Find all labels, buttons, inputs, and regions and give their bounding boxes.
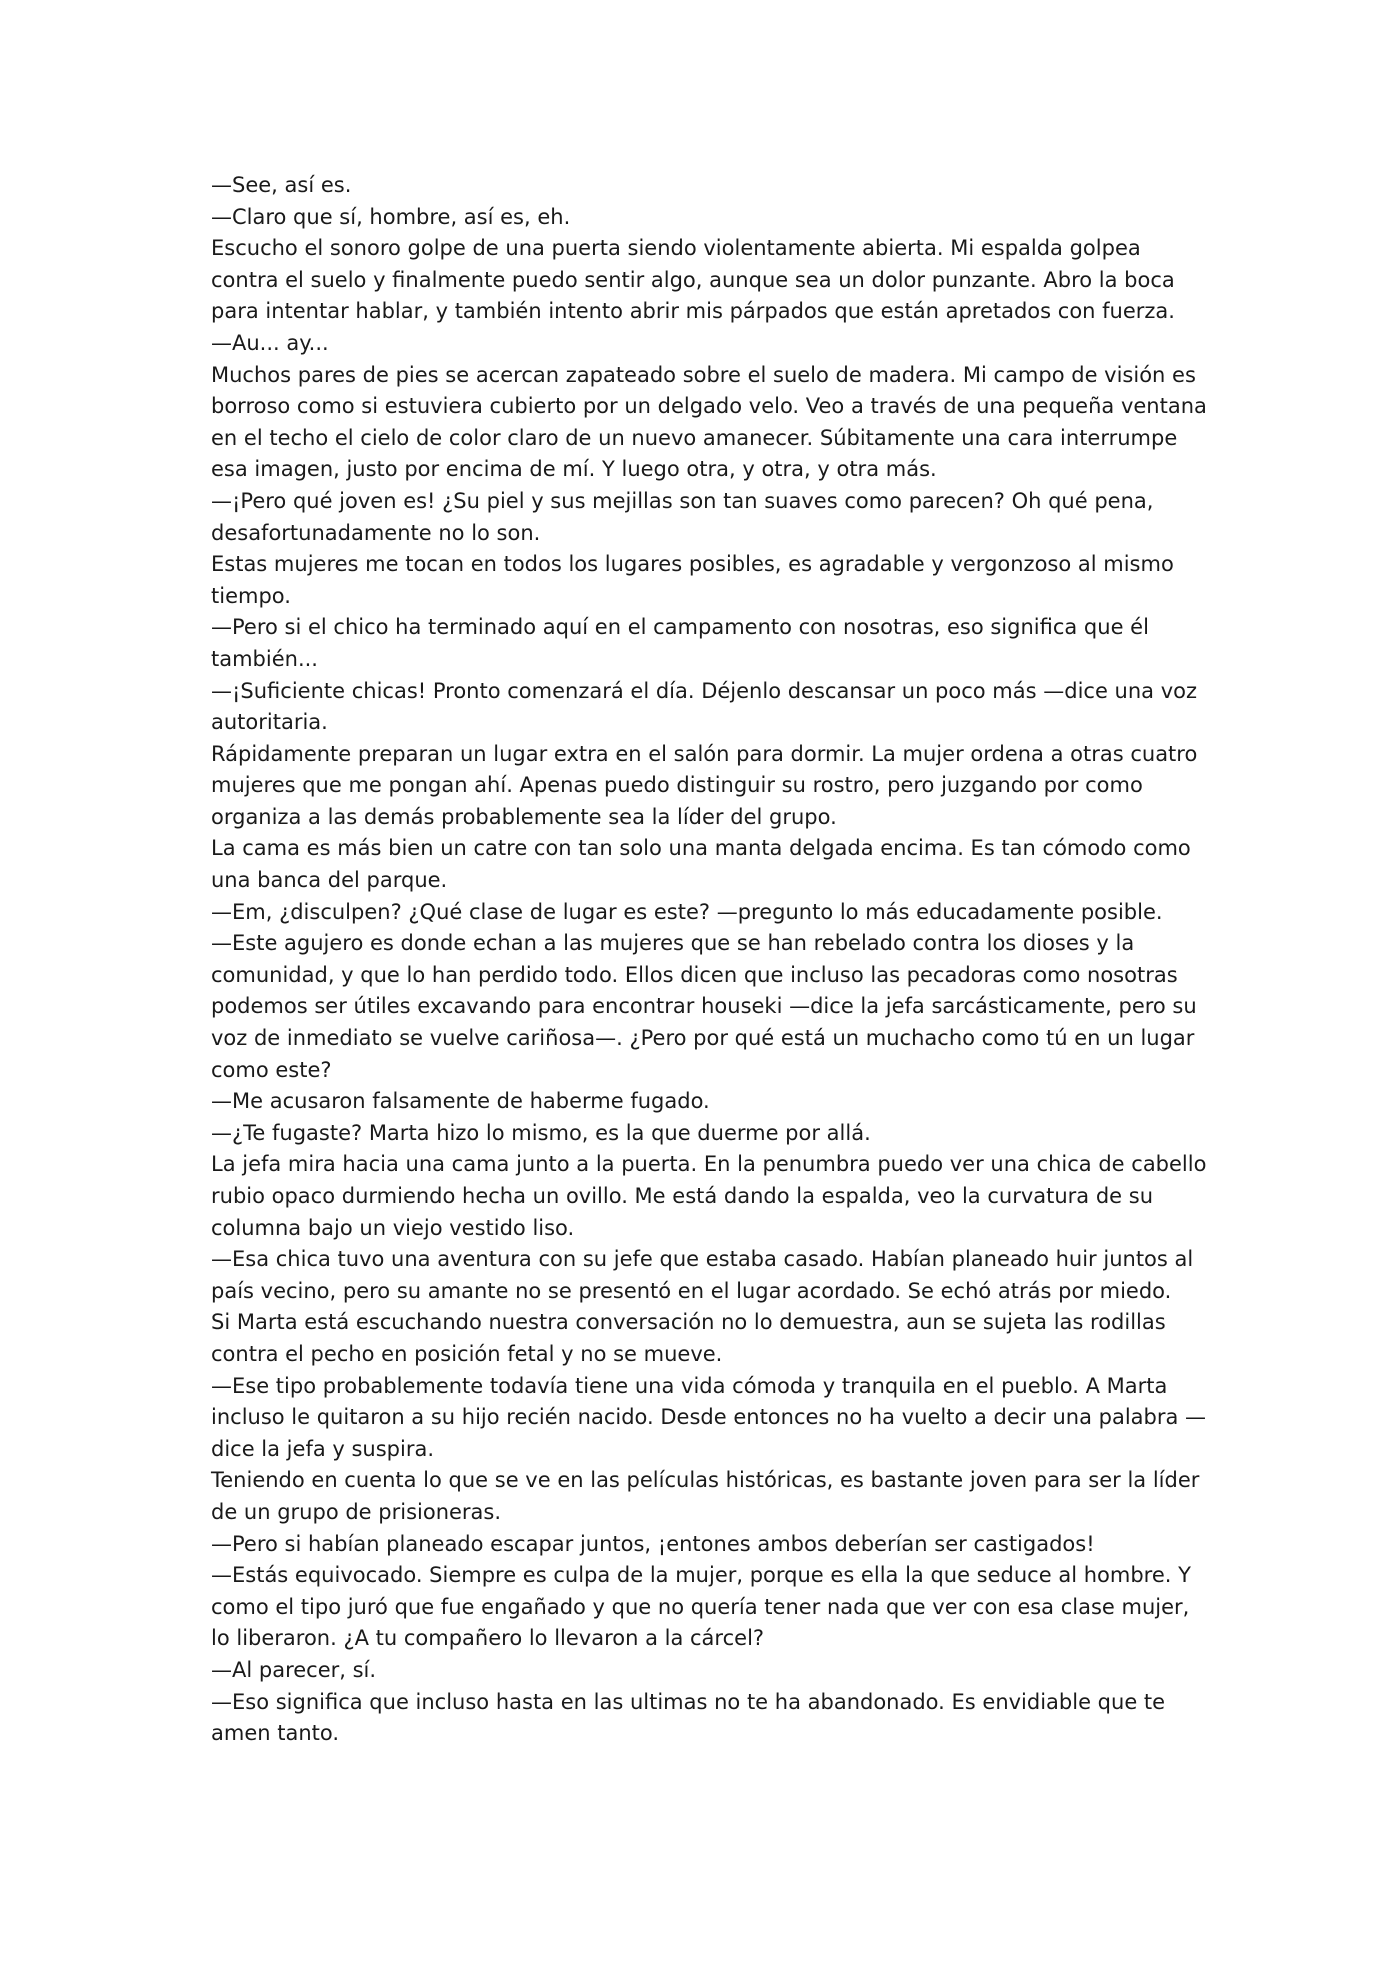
paragraph: Muchos pares de pies se acercan zapateado sobre el suelo de madera. Mi campo de visión es borroso como si estuviera cubierto por un delgado velo. Veo a través de una pequeña ventana en el techo el cielo de color claro de un nuevo amanecer. Súbitamente una cara interrumpe esa imagen, justo por encima de mí. Y luego otra, y otra, y otra más.	[211, 362, 1207, 482]
paragraph: Teniendo en cuenta lo que se ve en las películas históricas, es bastante joven para ser la líder de un grupo de prisioneras.	[211, 1468, 1200, 1524]
paragraph: —¡Suficiente chicas! Pronto comenzará el día. Déjenlo descansar un poco más —dice una voz autoritaria.	[211, 678, 1198, 735]
paragraph: —¿Te fugaste? Marta hizo lo mismo, es la que duerme por allá.	[211, 1120, 871, 1145]
paragraph: —Eso significa que incluso hasta en las ultimas no te ha abandonado. Es envidiable que te amen tanto.	[211, 1689, 1166, 1746]
paragraph: —Pero si el chico ha terminado aquí en el campamento con nosotras, eso significa que él también...	[211, 615, 1149, 671]
paragraph: —¡Pero qué joven es! ¿Su piel y sus mejillas son tan suaves como parecen? Oh qué pena, desafortunadamente no lo son.	[211, 488, 1154, 545]
paragraph: Rápidamente preparan un lugar extra en el salón para dormir. La mujer ordena a otras cuatro mujeres que me pongan ahí. Apenas puedo distinguir su rostro, pero juzgando por como organiza a las demás probablemente sea la líder del grupo.	[211, 741, 1198, 829]
paragraph: Escucho el sonoro golpe de una puerta siendo violentamente abierta. Mi espalda golpea contra el suelo y finalmente puedo sentir algo, aunque sea un dolor punzante. Abro la boca para intentar hablar, y también intento abrir mis párpados que están apretados con fuerza.	[211, 236, 1175, 324]
paragraph: —Me acusaron falsamente de haberme fugado.	[211, 1089, 710, 1114]
paragraph: —Ese tipo probablemente todavía tiene una vida cómoda y tranquila en el pueblo. A Marta incluso le quitaron a su hijo recién nacido. Desde entonces no ha vuelto a decir una palabra —dice la jefa y suspira.	[211, 1373, 1207, 1461]
paragraph: —See, así es.	[211, 173, 352, 197]
paragraph: La jefa mira hacia una cama junto a la puerta. En la penumbra puedo ver una chica de cabello rubio opaco durmiendo hecha un ovillo. Me está dando la espalda, veo la curvatura de su columna bajo un viejo vestido liso.	[211, 1152, 1207, 1240]
paragraph: —Claro que sí, hombre, así es, eh.	[211, 204, 571, 229]
paragraph: La cama es más bien un catre con tan solo una manta delgada encima. Es tan cómodo como una banca del parque.	[211, 836, 1191, 893]
paragraph: Estas mujeres me tocan en todos los lugares posibles, es agradable y vergonzoso al mismo tiempo.	[211, 552, 1174, 608]
paragraph: —Al parecer, sí.	[211, 1657, 377, 1682]
paragraph: —Este agujero es donde echan a las mujeres que se han rebelado contra los dioses y la comunidad, y que lo han perdido todo. Ellos dicen que incluso las pecadoras como nosotras podemos ser útiles excavando para encontrar houseki —dice la jefa sarcásticamente, pero su voz de inmediato se vuelve cariñosa—. ¿Pero por qué está un muchacho como tú en un lugar como este?	[211, 931, 1197, 1082]
body-text	[211, 170, 1211, 1750]
paragraph: —Estás equivocado. Siempre es culpa de la mujer, porque es ella la que seduce al hombre. Y como el tipo juró que fue engañado y que no quería tener nada que ver con esa clase mujer, lo liberaron. ¿A tu compañero lo llevaron a la cárcel?	[211, 1563, 1191, 1651]
paragraph: —Em, ¿disculpen? ¿Qué clase de lugar es este? —pregunto lo más educadamente posible.	[211, 899, 1163, 924]
paragraph: Si Marta está escuchando nuestra conversación no lo demuestra, aun se sujeta las rodillas contra el pecho en posición fetal y no se mueve.	[211, 1310, 1166, 1366]
paragraph: —Esa chica tuvo una aventura con su jefe que estaba casado. Habían planeado huir juntos al país vecino, pero su amante no se presentó en el lugar acordado. Se echó atrás por miedo.	[211, 1247, 1194, 1303]
paragraph: —Pero si habían planeado escapar juntos, ¡entones ambos deberían ser castigados!	[211, 1531, 1095, 1556]
paragraph: —Au... ay...	[211, 330, 329, 355]
